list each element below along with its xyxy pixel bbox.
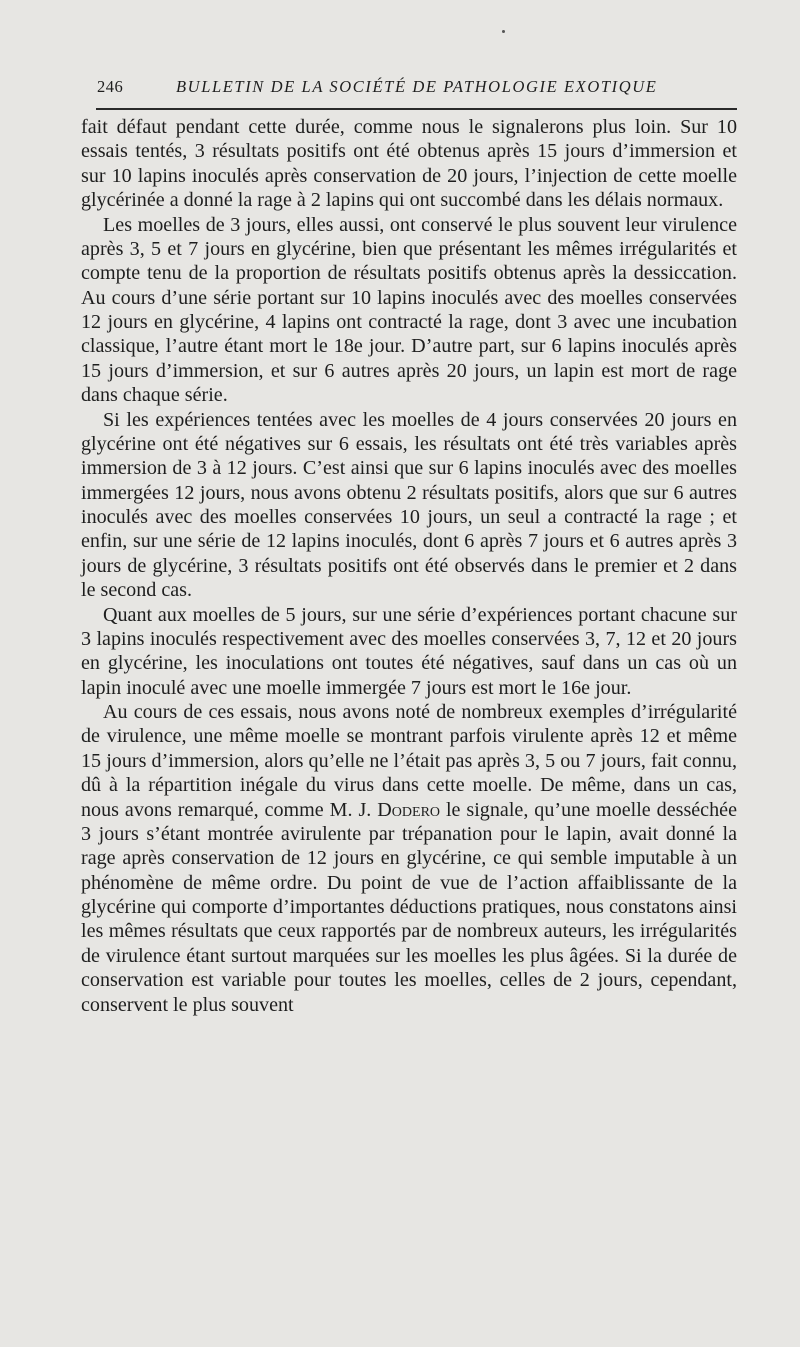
paragraph (81, 700, 737, 1017)
running-title: BULLETIN DE LA SOCIÉTÉ DE PATHOLOGIE EXOTIQUE (176, 77, 658, 96)
page-speck (502, 30, 505, 33)
page-number: 246 (97, 77, 124, 96)
paragraph: Les moelles de 3 jours, elles aussi, ont conservé le plus souvent leur virulence après 3, 5 et 7 jours en glycérine, bien que présentant les mêmes irrégularités et compte tenu de la proportion de résultats positifs obtenus après la dessiccation. Au cours d’une série portant sur 10 lapins inoculés avec des moelles conservées 12 jours en glycérine, 4 lapins ont contracté la rage, dont 3 avec une incubation classique, l’autre étant mort le 18e jour. D’autre part, sur 6 lapins inoculés après 15 jours d’immersion, et sur 6 autres après 20 jours, un lapin est mort de rage dans chaque série. (81, 213, 737, 407)
body-text (81, 115, 737, 1017)
paragraph: Si les expériences tentées avec les moelles de 4 jours conservées 20 jours en glycérine ont été négatives sur 6 essais, les résultats ont été très variables après immersion de 3 à 12 jours. C’est ainsi que sur 6 lapins inoculés avec des moelles immergées 12 jours, nous avons obtenu 2 résultats positifs, alors que sur 6 autres inoculés avec des moelles conservées 10 jours, un seul a contracté la rage ; et enfin, sur une série de 12 lapins inoculés, dont 6 après 7 jours et 6 autres après 3 jours de glycérine, 3 résultats positifs ont été observés dans le premier et 2 dans le second cas. (81, 408, 737, 602)
header-rule (96, 108, 737, 110)
page-header (97, 76, 737, 98)
paragraph-text: le signale, qu’une moelle desséchée 3 jours s’étant montrée avirulente par trépanation pour le lapin, avait donné la rage après conservation de 12 jours en glycérine, ce qui semble imputable à un phénomène de même ordre. Du point de vue de l’action affaiblissante de la glycérine qui comporte d’importantes déductions pratiques, nous constatons ainsi les mêmes résultats que ceux rapportés par de nombreux auteurs, les irrégularités de virulence étant surtout marquées sur les moelles les plus âgées. Si la durée de conservation est variable pour toutes les moelles, celles de 2 jours, cependant, conservent le plus souvent (81, 798, 737, 1016)
paragraph-text: Au cours de ces essais, nous avons noté de nombreux exemples d’irrégularité de virulence, une même moelle se montrant parfois virulente après 12 et même 15 jours d’immersion, alors qu’elle ne l’était pas après 3, 5 ou 7 jours, fait connu, dû à la répartition inégale du virus dans cette moelle. De même, dans un cas, nous avons remarqué, comme M. J. (81, 701, 737, 821)
paragraph: Quant aux moelles de 5 jours, sur une série d’expériences portant chacune sur 3 lapins inoculés respectivement avec des moelles conservées 3, 7, 12 et 20 jours en glycérine, les inoculations ont toutes été négatives, sauf dans un cas où un lapin inoculé avec une moelle immergée 7 jours est mort le 16e jour. (81, 603, 737, 699)
author-name: Dodero (377, 798, 441, 821)
paragraph: fait défaut pendant cette durée, comme nous le signalerons plus loin. Sur 10 essais tentés, 3 résultats positifs ont été obtenus après 15 jours d’immersion et sur 10 lapins inoculés après conservation de 20 jours, l’injection de cette moelle glycérinée a donné la rage à 2 lapins qui ont succombé dans les délais normaux. (81, 116, 737, 212)
